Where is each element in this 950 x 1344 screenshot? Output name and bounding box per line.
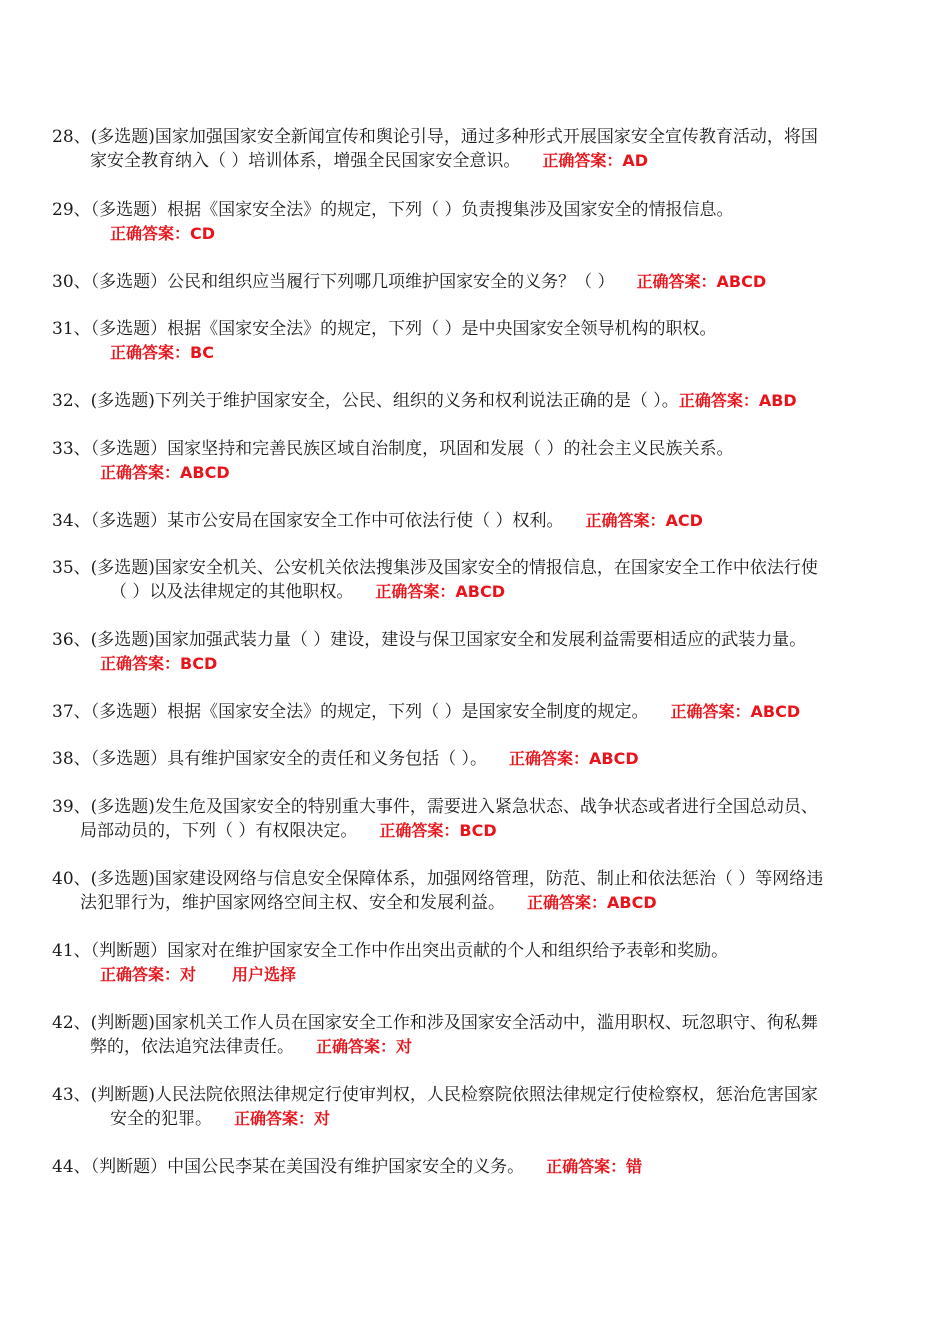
question-text: 33、（多选题）国家坚持和完善民族区域自治制度，巩固和发展（ ）的社会主义民族关系。 [52,439,734,459]
answer-label: 正确答案：对 [316,1037,413,1056]
question-39 [52,795,902,843]
question-33 [52,437,902,485]
question-28 [52,125,902,173]
answer-label: 正确答案：BCD [379,821,497,840]
answer-label: 正确答案：错 [546,1157,643,1176]
answer-label: 正确答案：ACD [585,511,703,530]
answer-label: 正确答案：BCD [100,654,218,673]
question-text-cont: 局部动员的，下列（ ）有权限决定。 [80,821,358,841]
user-choice-label: 用户选择 [232,965,297,984]
answer-label: 正确答案：BC [110,343,214,362]
question-29 [52,198,902,246]
answer-label: 正确答案：CD [110,224,216,243]
question-42 [52,1011,902,1059]
question-text: 42、(判断题)国家机关工作人员在国家安全工作和涉及国家安全活动中，滥用职权、玩忽职守、徇私舞 [52,1013,818,1033]
answer-label: 正确答案：ABCD [670,702,801,721]
question-36 [52,628,902,676]
question-38 [52,747,902,771]
answer-label: 正确答案：ABCD [100,463,230,482]
question-text: 31、（多选题）根据《国家安全法》的规定，下列（ ）是中央国家安全领导机构的职权。 [52,319,717,339]
question-text-cont: 家安全教育纳入（ ）培训体系，增强全民国家安全意识。 [90,151,521,171]
answer-label: 正确答案：AD [542,151,649,170]
question-32 [52,389,902,413]
question-text-cont: 弊的，依法追究法律责任。 [90,1037,294,1057]
answer-label: 正确答案：对 [234,1109,331,1128]
question-text: 29、（多选题）根据《国家安全法》的规定，下列（ ）负责搜集涉及国家安全的情报信息。 [52,200,734,220]
question-40 [52,867,902,915]
answer-label: 正确答案：ABCD [375,582,506,601]
question-37 [52,700,902,724]
question-35 [52,556,902,604]
question-text: 40、(多选题)国家建设网络与信息安全保障体系，加强网络管理，防范、制止和依法惩治（ ）等网络违 [52,869,824,889]
question-text: 36、(多选题)国家加强武装力量（ ）建设，建设与保卫国家安全和发展利益需要相适应的武装力量。 [52,630,807,650]
answer-label: 正确答案：对 [100,965,197,984]
question-text: 35、(多选题)国家安全机关、公安机关依法搜集涉及国家安全的情报信息，在国家安全工作中依法行使 [52,558,818,578]
question-text: 44、（判断题）中国公民李某在美国没有维护国家安全的义务。 [52,1157,525,1177]
question-text: 28、(多选题)国家加强国家安全新闻宣传和舆论引导，通过多种形式开展国家安全宣传教育活动，将国 [52,127,818,147]
question-text: 32、(多选题)下列关于维护国家安全，公民、组织的义务和权利说法正确的是（ ）。 [52,391,679,411]
answer-label: 正确答案：ABCD [509,749,639,768]
question-text: 38、（多选题）具有维护国家安全的责任和义务包括（ ）。 [52,749,488,769]
question-text: 43、(判断题)人民法院依照法律规定行使审判权，人民检察院依照法律规定行使检察权，惩治危害国家 [52,1085,818,1105]
question-text: 41、（判断题）国家对在维护国家安全工作中作出突出贡献的个人和组织给予表彰和奖励。 [52,941,729,961]
question-44 [52,1155,902,1179]
question-43 [52,1083,902,1131]
question-text-cont: 法犯罪行为，维护国家网络空间主权、安全和发展利益。 [80,893,505,913]
question-text-cont: （ ）以及法律规定的其他职权。 [110,582,354,602]
question-41 [52,939,902,987]
question-text: 37、（多选题）根据《国家安全法》的规定，下列（ ）是国家安全制度的规定。 [52,702,649,722]
question-31 [52,317,902,365]
question-34 [52,509,902,533]
question-30 [52,270,902,294]
question-text: 34、（多选题）某市公安局在国家安全工作中可依法行使（ ）权利。 [52,511,564,531]
answer-label: 正确答案：ABCD [527,893,657,912]
question-text: 30、（多选题）公民和组织应当履行下列哪几项维护国家安全的义务？（ ） [52,272,615,292]
question-text: 39、(多选题)发生危及国家安全的特别重大事件，需要进入紧急状态、战争状态或者进行全国总动员、 [52,797,818,817]
answer-label: 正确答案：ABD [678,391,797,410]
answer-label: 正确答案：ABCD [636,272,767,291]
question-text-cont: 安全的犯罪。 [110,1109,212,1129]
